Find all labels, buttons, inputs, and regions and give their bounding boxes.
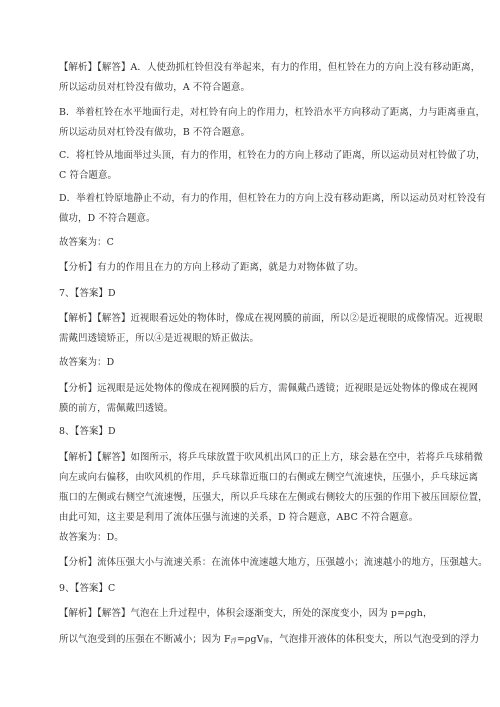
text-line: B．举着杠铃在水平地面行走，对杠铃有向上的作用力，杠铃沿水平方向移动了距离，力与距离垂直，	[59, 107, 486, 118]
text-line: C．将杠铃从地面举过头顶，有力的作用，杠铃在力的方向上移动了距离，所以运动员对杠铃做了功，	[59, 150, 486, 161]
text-line: 故答案为：D	[59, 357, 115, 368]
paragraph-explanation-9-continued	[59, 630, 480, 652]
text-line: 需戴凹透镜矫正，所以④是近视眼的矫正做法。	[59, 333, 260, 344]
paragraph-analysis-option-a	[59, 58, 481, 98]
formula-text: =ρgV	[236, 634, 264, 645]
text-line: 故答案为：D。	[59, 532, 124, 543]
text-line: 向左或向右偏移，由吹风机的作用，乒乓球靠近瓶口的右侧或左侧空气流速快，压强小，乒乓球远离	[59, 472, 479, 483]
formula-subscript: 排	[263, 638, 270, 645]
text-line: 【解析】【解答】如图所示，将乒乓球放置于吹风机出风口的正上方，球会悬在空中，若将乒乓球稍微	[59, 452, 483, 463]
formula-text: 所以气泡受到的压强在不断减小；因为 F	[59, 634, 231, 645]
text-line: 9、【答案】C	[59, 583, 116, 594]
paragraph-answer-summary-6	[59, 233, 451, 253]
paragraph-analysis-note-6	[59, 258, 451, 278]
text-line: 【分析】远视眼是远处物体的像成在视网膜的后方，需佩戴凸透镜；近视眼是远处物体的像成在视网	[59, 383, 479, 394]
text-line: 瓶口的左侧或右侧空气流速慢，压强大，所以乒乓球在左侧或右侧较大的压强的作用下被压回原位置，	[59, 492, 488, 503]
text-line: C 符合题意。	[59, 170, 118, 181]
paragraph-analysis-note-7	[59, 379, 479, 419]
text-line: 膜的前方，需佩戴凹透镜。	[59, 403, 174, 414]
text-line: 7、【答案】D	[59, 288, 116, 299]
text-line: 【分析】有力的作用且在力的方向上移动了距离，就是力对物体做了功。	[59, 262, 364, 273]
text-line: 8、【答案】D	[59, 426, 116, 437]
paragraph-answer-summary-7	[59, 353, 451, 373]
text-line: 故答案为：C	[59, 237, 114, 248]
text-line-with-formula	[59, 630, 480, 652]
paragraph-explanation-8	[59, 448, 488, 528]
text-line: 【解析】【解答】气泡在上升过程中，体积会逐渐变大，所处的深度变小，因为 p=ρgh，	[59, 608, 433, 619]
paragraph-option-d	[59, 189, 486, 229]
text-line: 由此可知，这主要是利用了流体压强与流速的关系，D 符合题意，ABC 不符合题意。	[59, 512, 419, 523]
text-line: 所以运动员对杠铃没有做功，B 不符合题意。	[59, 127, 251, 138]
formula-text: ，气泡排开液体的体积变大，所以气泡受到的浮力	[269, 634, 480, 645]
paragraph-answer-summary-8	[59, 528, 451, 548]
paragraph-answer-9	[59, 579, 451, 599]
text-line: 所以运动员对杠铃没有做功，A 不符合题意。	[59, 82, 251, 93]
paragraph-option-c	[59, 146, 486, 186]
paragraph-explanation-9	[59, 604, 451, 624]
formula-subscript: 浮	[230, 638, 237, 645]
paragraph-answer-7	[59, 284, 451, 304]
text-line: 【解析】【解答】A．人使劲抓杠铃但没有举起来，有力的作用，但杠铃在力的方向上没有移动距离，	[59, 62, 481, 73]
paragraph-analysis-note-8	[59, 553, 488, 573]
text-line: D．举着杠铃原地静止不动，有力的作用，但杠铃在力的方向上没有移动距离，所以运动员对杠铃没有	[59, 193, 486, 204]
paragraph-answer-8	[59, 422, 451, 442]
text-line: 【分析】流体压强大小与流速关系：在流体中流速越大地方，压强越小；流速越小的地方，压强越大。	[59, 557, 488, 568]
text-line: 做功，D 不符合题意。	[59, 213, 156, 224]
paragraph-option-b	[59, 103, 486, 143]
text-line: 【解析】【解答】近视眼看远处的物体时，像成在视网膜的前面，所以②是近视眼的成像情况。近视眼	[59, 313, 483, 324]
paragraph-explanation-7	[59, 309, 483, 349]
